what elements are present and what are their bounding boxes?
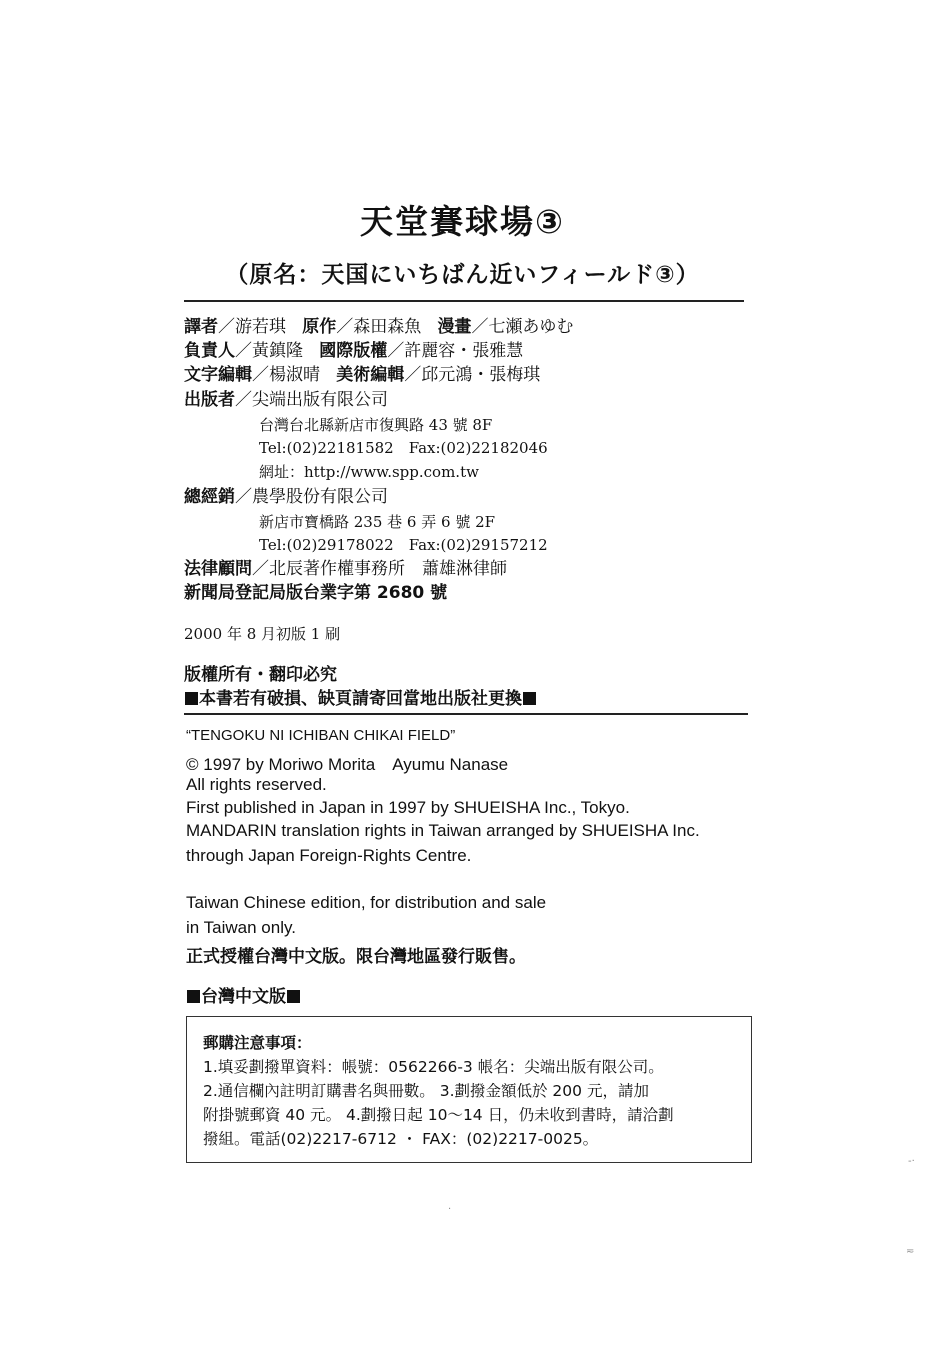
english-all-rights: All rights reserved. — [186, 775, 327, 794]
english-edition-line1: Taiwan Chinese edition, for distribution and sale — [186, 893, 547, 912]
original-author-name: 森田森魚 — [353, 317, 422, 337]
english-original-title: “TENGOKU NI ICHIBAN CHIKAI FIELD” — [186, 727, 456, 744]
credits-row-1: 譯者／游若琪 原作／森田森魚 漫畫／七瀬あゆむ — [184, 317, 574, 337]
artist-name: 七瀬あゆむ — [488, 317, 574, 337]
rights-reserved: 版權所有・翻印必究 — [184, 665, 337, 685]
legal-name: 北辰著作權事務所 蕭雄淋律師 — [269, 559, 507, 579]
scan-speck: ≂ — [906, 1246, 915, 1257]
text-editor-name: 楊淑晴 — [269, 365, 320, 385]
mail-order-line-2: 2.通信欄內註明訂購書名與冊數。 3.劃撥金額低於 200 元，請加 — [203, 1082, 649, 1100]
original-author-label: 原作 — [302, 317, 337, 337]
edition-badge-line — [186, 982, 301, 1007]
book-title: 天堂賽球場③ — [360, 202, 565, 241]
publisher-label: 出版者 — [184, 390, 235, 410]
square-mark-icon — [523, 692, 536, 705]
intl-rights-names: 許麗容・張雅慧 — [404, 341, 524, 361]
credits-row-6: 法律顧問／北辰著作權事務所 蕭雄淋律師 — [184, 559, 507, 579]
mail-order-notice-box — [186, 1016, 752, 1163]
art-editor-label: 美術編輯 — [336, 365, 405, 385]
distributor-address: 新店市寶橋路 235 巷 6 弄 6 號 2F — [259, 513, 496, 531]
distributor-name: 農學股份有限公司 — [252, 487, 388, 507]
publisher-phone: Tel:(02)22181582 Fax:(02)22182046 — [259, 439, 548, 457]
scan-speck: -· — [908, 1156, 915, 1167]
original-title: （原名：天国にいちばん近いフィールド③） — [225, 262, 700, 288]
translator-label: 譯者 — [184, 317, 218, 337]
art-editor-names: 邱元鴻・張梅琪 — [421, 365, 541, 385]
artist-label: 漫畫 — [437, 317, 472, 337]
registration-text: 新聞局登記局版台業字第 2680 號 — [184, 583, 448, 603]
publisher-website: 網址：http://www.spp.com.tw — [259, 463, 479, 481]
mail-order-line-4: 撥組。電話(02)2217-6712 ・ FAX：(02)2217-0025。 — [203, 1130, 599, 1148]
english-translation-rights: MANDARIN translation rights in Taiwan arranged by SHUEISHA Inc. — [186, 821, 700, 840]
english-edition-line2: in Taiwan only. — [186, 918, 296, 937]
manager-name: 黃鎮隆 — [252, 341, 303, 361]
text-editor-label: 文字編輯 — [184, 365, 252, 385]
defect-notice: 本書若有破損、缺頁請寄回當地出版社更換 — [199, 689, 522, 709]
authorized-edition: 正式授權台灣中文版。限台灣地區發行販售。 — [186, 947, 526, 967]
middle-divider — [184, 713, 748, 715]
edition-info: 2000 年 8 月初版 1 刷 — [184, 625, 341, 643]
registration-number — [184, 581, 447, 605]
mail-order-heading: 郵購注意事項： — [203, 1034, 312, 1052]
mail-order-line-1: 1.填妥劃撥單資料：帳號：0562266-3 帳名：尖端出版有限公司。 — [203, 1058, 664, 1076]
top-divider — [184, 300, 744, 302]
english-copyright: © 1997 by Moriwo Morita Ayumu Nanase — [186, 755, 509, 774]
square-mark-icon — [185, 692, 198, 705]
credits-row-4: 出版者／尖端出版有限公司 — [184, 390, 388, 410]
publisher-name: 尖端出版有限公司 — [252, 390, 388, 410]
square-mark-icon — [187, 990, 200, 1003]
distributor-label: 總經銷 — [184, 487, 235, 507]
mail-order-line-3: 附掛號郵資 40 元。 4.劃撥日起 10～14 日，仍未收到書時，請洽劃 — [203, 1106, 674, 1124]
translator-name: 游若琪 — [235, 317, 286, 337]
credits-row-5: 總經銷／農學股份有限公司 — [184, 487, 388, 507]
publisher-address: 台灣台北縣新店市復興路 43 號 8F — [259, 416, 493, 434]
intl-rights-label: 國際版權 — [319, 341, 388, 361]
credits-row-2: 負責人／黃鎮隆 國際版權／許麗容・張雅慧 — [184, 341, 524, 361]
credits-row-3: 文字編輯／楊淑晴 美術編輯／邱元鴻・張梅琪 — [184, 365, 541, 385]
legal-label: 法律顧問 — [184, 559, 252, 579]
defect-notice-line — [184, 684, 537, 709]
distributor-phone: Tel:(02)29178022 Fax:(02)29157212 — [259, 536, 548, 554]
scan-speck: · — [448, 1204, 452, 1215]
square-mark-icon — [287, 990, 300, 1003]
edition-badge: 台灣中文版 — [201, 987, 286, 1007]
english-through: through Japan Foreign-Rights Centre. — [186, 846, 472, 865]
manager-label: 負責人 — [184, 341, 235, 361]
english-first-published: First published in Japan in 1997 by SHUEISHA Inc., Tokyo. — [186, 798, 630, 817]
